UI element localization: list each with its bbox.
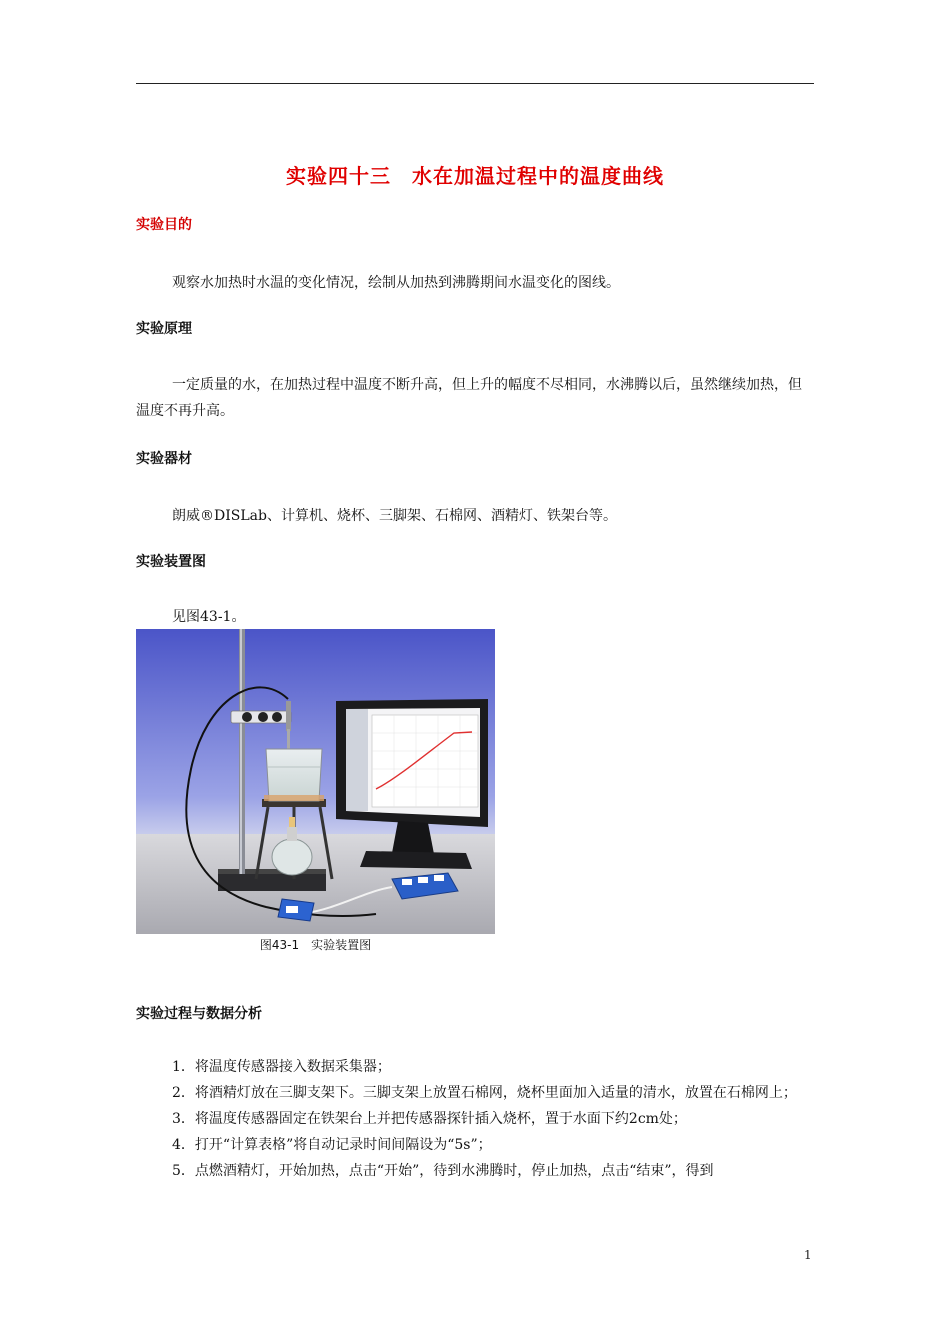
procedure-step: 5．点燃酒精灯，开始加热，点击“开始”，待到水沸腾时，停止加热，点击“结束”，得到 — [172, 1163, 714, 1179]
procedure-step: 1．将温度传感器接入数据采集器； — [172, 1059, 391, 1075]
setup-text: 见图43-1。 — [172, 609, 246, 625]
procedure-step: 2．将酒精灯放在三脚支架下。三脚支架上放置石棉网，烧杯里面加入适量的清水，放置在石棉网上； — [172, 1085, 797, 1101]
heading-equipment: 实验器材 — [136, 451, 192, 467]
figure-caption: 图43-1 实验装置图 — [259, 938, 372, 952]
procedure-step: 4．打开“计算表格”将自动记录时间间隔设为“5s”； — [172, 1137, 492, 1153]
page-number: 1 — [804, 1248, 812, 1262]
header-rule — [136, 83, 814, 84]
heading-procedure: 实验过程与数据分析 — [136, 1006, 262, 1022]
apparatus-photo — [136, 629, 495, 934]
heading-principle: 实验原理 — [136, 321, 192, 337]
heading-setup: 实验装置图 — [136, 554, 206, 570]
equipment-text: 朗威®DISLab、计算机、烧杯、三脚架、石棉网、酒精灯、铁架台等。 — [172, 508, 617, 524]
purpose-text: 观察水加热时水温的变化情况，绘制从加热到沸腾期间水温变化的图线。 — [172, 275, 620, 291]
document-title: 实验四十三 水在加温过程中的温度曲线 — [286, 164, 664, 188]
procedure-list — [136, 1054, 814, 1184]
procedure-step: 3．将温度传感器固定在铁架台上并把传感器探针插入烧杯，置于水面下约2cm处； — [172, 1111, 687, 1127]
principle-text: 一定质量的水，在加热过程中温度不断升高，但上升的幅度不尽相同，水沸腾以后，虽然继续加热，但温度不再升高。 — [136, 377, 802, 419]
heading-purpose: 实验目的 — [136, 217, 192, 233]
